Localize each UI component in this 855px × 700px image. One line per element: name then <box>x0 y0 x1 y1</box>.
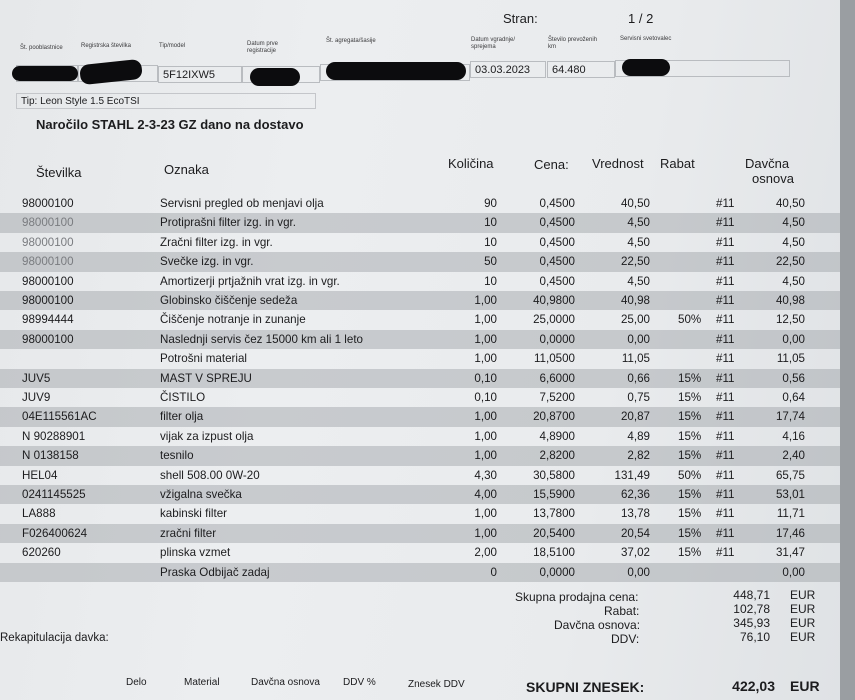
item-qty: 1,00 <box>474 313 497 327</box>
column-tax-base: Davčna <box>745 156 790 171</box>
column-code: Številka <box>36 165 82 180</box>
item-tax-code: #11 <box>716 449 735 463</box>
first-registration-label: Datum prve registracije <box>247 41 279 54</box>
table-row <box>0 310 840 329</box>
item-tax-code: #11 <box>716 255 735 269</box>
column-name: Oznaka <box>164 162 209 177</box>
table-row <box>0 466 840 485</box>
item-value: 0,00 <box>627 332 650 346</box>
item-tax-code: #11 <box>716 216 735 230</box>
item-price: 0,4500 <box>539 255 575 269</box>
table-row <box>0 349 840 368</box>
item-discount: 15% <box>678 488 702 501</box>
item-tax-base: 53,01 <box>775 488 805 501</box>
item-qty: 1,00 <box>474 332 497 346</box>
summary-discount-label: Rabat: <box>604 604 640 618</box>
item-code: 04E115561AC <box>22 410 97 424</box>
item-value: 20,54 <box>620 526 650 540</box>
item-code: 620260 <box>22 546 61 560</box>
page-label: Stran: <box>503 11 538 26</box>
item-tax-code: #11 <box>716 313 735 327</box>
item-name: kabinski filter <box>160 507 228 521</box>
item-value: 0,75 <box>627 391 650 404</box>
item-discount: 15% <box>678 546 702 560</box>
summary-vat-value: 76,10 <box>739 630 770 644</box>
item-code: JUV9 <box>22 391 51 404</box>
item-code: F026400624 <box>22 526 88 540</box>
summary-discount-value: 102,78 <box>733 602 770 616</box>
summary-currency: EUR <box>790 602 816 616</box>
summary-vat-label: DDV: <box>611 632 640 646</box>
item-code: LA888 <box>22 507 56 521</box>
item-qty: 4,30 <box>474 468 497 482</box>
item-value: 0,66 <box>627 371 650 385</box>
advisor-label: Servisni svetovalec <box>620 36 672 42</box>
item-code: N 0138158 <box>22 449 79 463</box>
item-code: 98000100 <box>22 274 74 288</box>
summary-base-label: Davčna osnova: <box>554 618 641 632</box>
item-qty: 1,00 <box>474 526 497 540</box>
table-row <box>0 388 840 407</box>
item-tax-base: 17,74 <box>775 410 805 424</box>
item-name: Svečke izg. in vgr. <box>160 255 254 269</box>
item-qty: 2,00 <box>474 546 497 560</box>
tax-recap-col-base: Davčna osnova <box>251 677 320 688</box>
item-price: 0,4500 <box>539 216 575 230</box>
table-row <box>0 446 840 465</box>
summary-currency: EUR <box>790 630 816 644</box>
table-row <box>0 543 840 562</box>
item-tax-base: 4,50 <box>782 216 805 230</box>
item-discount: 50% <box>678 468 702 482</box>
item-value: 25,00 <box>620 313 650 327</box>
item-price: 25,0000 <box>533 313 575 327</box>
table-row <box>0 272 840 291</box>
tax-recap-col-vat-amount: Znesek DDV <box>408 679 465 690</box>
item-price: 4,8900 <box>539 429 575 443</box>
item-value: 4,50 <box>627 216 650 230</box>
item-code: 98000100 <box>22 294 74 307</box>
item-code: HEL04 <box>22 468 58 482</box>
item-tax-base: 4,50 <box>782 235 805 249</box>
item-tax-base: 11,71 <box>776 507 805 521</box>
table-row <box>0 213 840 232</box>
item-discount: 15% <box>678 410 702 424</box>
table-row <box>0 291 840 310</box>
item-discount: 15% <box>678 391 702 404</box>
item-discount: 50% <box>678 313 702 327</box>
item-name: Potrošni material <box>160 352 247 366</box>
item-tax-code: #11 <box>716 429 735 443</box>
item-code: 98000100 <box>22 235 74 249</box>
item-value: 22,50 <box>620 255 650 269</box>
item-price: 2,8200 <box>539 449 575 463</box>
redaction-mark <box>250 68 300 86</box>
order-no-label: Št. pooblastnice <box>20 45 63 51</box>
engine-no-label: Št. agregata/šasije <box>326 38 376 44</box>
item-value: 131,49 <box>614 468 650 482</box>
item-qty: 1,00 <box>474 429 497 443</box>
item-qty: 1,00 <box>474 410 497 424</box>
item-price: 30,5800 <box>533 468 575 482</box>
install-date-label: Datum vgradnje/ sprejema <box>471 37 516 50</box>
column-price: Cena: <box>534 157 569 172</box>
item-price: 40,9800 <box>533 294 575 307</box>
summary-total-value: 448,71 <box>733 588 770 602</box>
item-name: filter olja <box>160 410 204 424</box>
table-row <box>0 194 840 213</box>
redaction-mark <box>326 62 466 80</box>
item-value: 62,36 <box>620 488 650 501</box>
item-qty: 10 <box>484 235 497 249</box>
item-tax-base: 17,46 <box>775 526 805 540</box>
item-code: 98000100 <box>22 216 74 230</box>
item-tax-code: #11 <box>716 352 735 366</box>
table-row <box>0 252 840 271</box>
item-price: 0,0000 <box>539 565 575 579</box>
summary-currency: EUR <box>790 588 816 602</box>
item-tax-base: 22,50 <box>775 255 805 269</box>
item-price: 7,5200 <box>539 391 575 404</box>
item-price: 0,4500 <box>539 274 575 288</box>
model-type-label: Tip/model <box>159 43 186 49</box>
item-tax-base: 11,05 <box>776 352 805 366</box>
item-qty: 90 <box>484 197 497 210</box>
km-field: 64.480 <box>547 61 615 78</box>
table-row <box>0 407 840 426</box>
item-code: N 90288901 <box>22 429 86 443</box>
vehicle-type-field: Tip: Leon Style 1.5 EcoTSI <box>16 93 316 109</box>
item-value: 4,50 <box>627 235 650 249</box>
item-value: 4,50 <box>627 274 650 288</box>
item-value: 40,50 <box>620 197 650 210</box>
summary-currency: EUR <box>790 616 816 630</box>
item-name: Protiprašni filter izg. in vgr. <box>160 216 296 230</box>
redaction-mark <box>622 59 670 76</box>
item-tax-code: #11 <box>716 235 735 249</box>
item-name: vžigalna svečka <box>160 488 242 501</box>
item-tax-base: 40,98 <box>775 294 805 307</box>
item-value: 37,02 <box>620 546 650 560</box>
item-code: 98000100 <box>22 332 74 346</box>
item-name: zračni filter <box>160 526 217 540</box>
tax-recap-col-work: Delo <box>126 677 147 688</box>
item-value: 40,98 <box>620 294 650 307</box>
item-price: 20,5400 <box>533 526 575 540</box>
item-tax-code: #11 <box>716 526 735 540</box>
item-code: 0241145525 <box>22 488 86 501</box>
item-tax-base: 0,00 <box>782 565 805 579</box>
item-price: 11,0500 <box>533 352 575 366</box>
item-price: 18,5100 <box>533 546 575 560</box>
item-name: Servisni pregled ob menjavi olja <box>160 197 324 210</box>
grand-total-label: SKUPNI ZNESEK: <box>526 679 645 695</box>
item-value: 2,82 <box>627 449 650 463</box>
item-qty: 10 <box>484 216 497 230</box>
table-row <box>0 330 840 349</box>
column-discount: Rabat <box>660 156 695 171</box>
item-tax-code: #11 <box>716 468 735 482</box>
order-title: Naročilo STAHL 2-3-23 GZ dano na dostavo <box>36 117 304 132</box>
item-discount: 15% <box>678 507 702 521</box>
km-label: Število prevoženih km <box>548 37 598 50</box>
item-tax-code: #11 <box>716 391 735 404</box>
item-price: 13,7800 <box>533 507 575 521</box>
item-tax-base: 31,47 <box>775 546 805 560</box>
item-tax-code: #11 <box>716 274 735 288</box>
table-row <box>0 427 840 446</box>
item-value: 11,05 <box>621 352 650 366</box>
item-value: 20,87 <box>620 410 650 424</box>
item-tax-base: 40,50 <box>775 197 805 210</box>
item-name: Naslednji servis čez 15000 km ali 1 leto <box>160 332 363 346</box>
item-name: vijak za izpust olja <box>160 429 254 443</box>
table-row <box>0 369 840 388</box>
item-qty: 1,00 <box>474 352 497 366</box>
tax-recap-col-material: Material <box>184 677 220 688</box>
table-row <box>0 563 840 582</box>
item-qty: 10 <box>484 274 497 288</box>
summary-total-label: Skupna prodajna cena: <box>515 590 639 604</box>
page-number: 1 / 2 <box>628 11 654 26</box>
item-tax-code: #11 <box>716 294 735 307</box>
column-qty: Količina <box>448 156 494 171</box>
item-tax-base: 0,64 <box>782 391 805 404</box>
item-discount: 15% <box>678 526 702 540</box>
item-tax-code: #11 <box>716 197 735 210</box>
item-tax-code: #11 <box>716 507 735 521</box>
item-name: MAST V SPREJU <box>160 371 252 385</box>
item-discount: 15% <box>678 449 702 463</box>
item-code: 98000100 <box>22 255 74 269</box>
item-price: 6,6000 <box>539 371 575 385</box>
item-price: 0,4500 <box>539 235 575 249</box>
item-tax-code: #11 <box>716 546 735 560</box>
summary-base-value: 345,93 <box>733 616 770 630</box>
item-tax-base: 4,16 <box>782 429 805 443</box>
item-tax-base: 12,50 <box>775 313 805 327</box>
item-tax-base: 2,40 <box>782 449 805 463</box>
item-name: Amortizerji prtjažnih vrat izg. in vgr. <box>160 274 340 288</box>
item-code: JUV5 <box>22 371 51 385</box>
redaction-mark <box>12 66 78 81</box>
item-qty: 50 <box>484 255 497 269</box>
item-qty: 1,00 <box>474 449 497 463</box>
item-name: ČISTILO <box>160 391 206 404</box>
item-name: Čiščenje notranje in zunanje <box>160 313 306 327</box>
grand-total-value: 422,03 <box>732 678 775 694</box>
column-tax-base-2: osnova <box>752 171 794 186</box>
item-name: plinska vzmet <box>160 546 231 560</box>
item-qty: 1,00 <box>474 294 497 307</box>
item-tax-base: 0,00 <box>782 332 805 346</box>
item-price: 15,5900 <box>533 488 575 501</box>
tax-recap-title: Rekapitulacija davka: <box>0 632 109 644</box>
item-name: tesnilo <box>160 449 194 463</box>
table-row <box>0 524 840 543</box>
item-code: 98000100 <box>22 197 74 210</box>
item-price: 0,0000 <box>539 332 575 346</box>
item-name: Praska Odbijač zadaj <box>160 565 270 579</box>
item-code: 98994444 <box>22 313 74 327</box>
item-qty: 4,00 <box>474 488 497 501</box>
column-value: Vrednost <box>592 156 644 171</box>
grand-total-currency: EUR <box>790 678 820 694</box>
install-date-field: 03.03.2023 <box>470 61 546 78</box>
item-tax-code: #11 <box>716 332 735 346</box>
item-price: 0,4500 <box>539 197 575 210</box>
item-tax-code: #11 <box>716 488 735 501</box>
item-qty: 0,10 <box>474 391 497 404</box>
item-discount: 15% <box>678 371 702 385</box>
tax-recap-col-vat-pct: DDV % <box>343 677 376 688</box>
item-qty: 1,00 <box>474 507 497 521</box>
item-value: 13,78 <box>620 507 650 521</box>
item-tax-base: 65,75 <box>775 468 805 482</box>
table-row <box>0 504 840 523</box>
item-qty: 0,10 <box>474 371 497 385</box>
item-tax-base: 4,50 <box>782 274 805 288</box>
item-tax-code: #11 <box>716 371 735 385</box>
item-tax-code: #11 <box>716 410 735 424</box>
item-name: Zračni filter izg. in vgr. <box>160 235 273 249</box>
item-name: shell 508.00 0W-20 <box>160 468 260 482</box>
item-value: 4,89 <box>627 429 650 443</box>
item-tax-base: 0,56 <box>782 371 805 385</box>
item-name: Globinsko čiščenje sedeža <box>160 294 298 307</box>
table-row <box>0 233 840 252</box>
registration-label: Registrska številka <box>81 43 132 49</box>
model-type-field: 5F12IXW5 <box>158 66 242 83</box>
item-discount: 15% <box>678 429 702 443</box>
item-value: 0,00 <box>627 565 650 579</box>
table-row <box>0 485 840 504</box>
item-price: 20,8700 <box>533 410 575 424</box>
item-qty: 0 <box>490 565 497 579</box>
